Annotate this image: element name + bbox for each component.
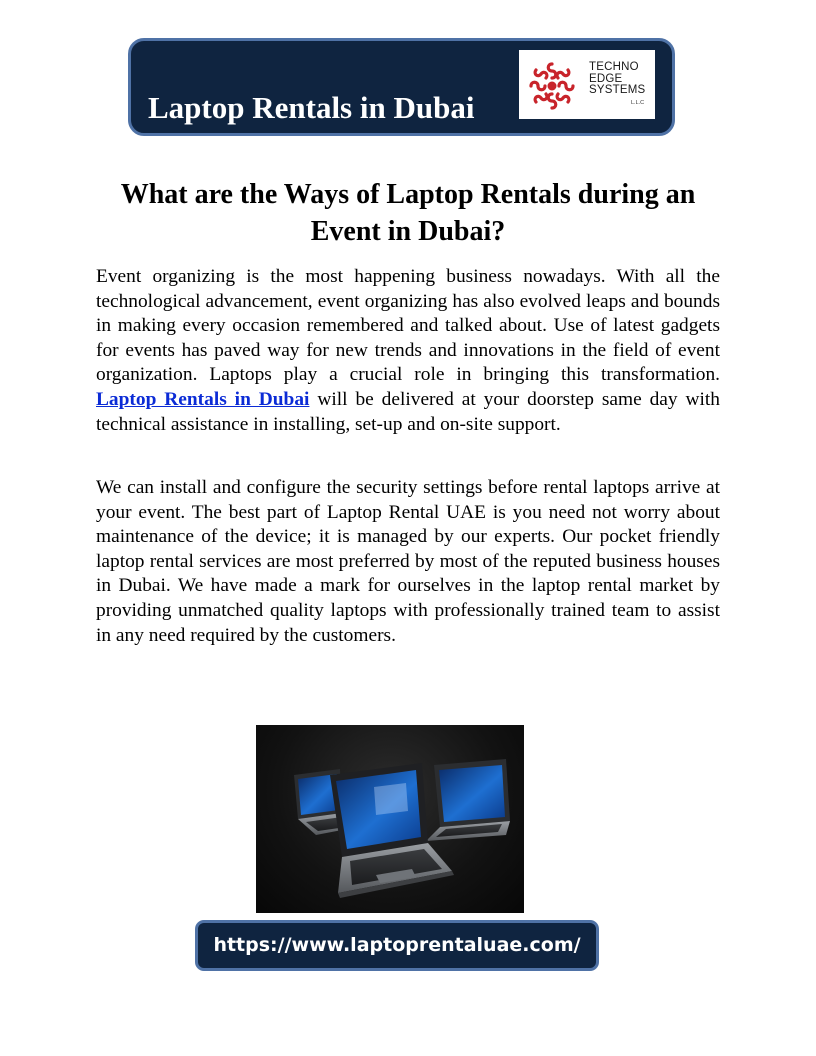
website-url-banner (195, 920, 599, 971)
laptops-photo (256, 725, 524, 913)
logo-suffix: L.L.C (631, 100, 645, 106)
company-logo (519, 50, 655, 119)
website-url-link[interactable]: https://www.laptoprentaluae.com/ (213, 934, 581, 956)
logo-text (589, 62, 645, 97)
article-paragraph-2: We can install and configure the security settings before rental laptops arrive at your event. The best part of Laptop Rental UAE is you need not worry about maintenance of the device; it is managed by our experts. Our pocket friendly laptop rental services are most preferred by most of the reputed business houses in Dubai. We have made a mark for ourselves in the laptop rental market by providing unmatched quality laptops with professionally trained team to assist in any need required by the customers. (96, 477, 720, 646)
paragraph-1-text-start: Event organizing is the most happening business nowadays. With all the technological advancement, event organizing has also evolved leaps and bounds in making every occasion remembered and talked about. Use of latest gadgets for events has paved way for new trends and innovations in the field of event organization. Laptops play a crucial role in bringing this transformation. (96, 266, 720, 386)
red-swirl-logo-icon (525, 58, 579, 114)
logo-line-3: SYSTEMS (589, 84, 646, 96)
laptop-rentals-link[interactable]: Laptop Rentals in Dubai (96, 388, 310, 410)
laptop-center (330, 763, 454, 898)
article-paragraph-1 (96, 265, 720, 437)
laptop-right (426, 759, 510, 841)
paragraph-1-text-end: will be delivered at your doorstep same day with technical assistance in installing, set-up and on-site support. (96, 388, 720, 435)
header-title: Laptop Rentals in Dubai (148, 90, 475, 125)
logo-line-2: EDGE (589, 72, 623, 85)
article-heading: What are the Ways of Laptop Rentals during an Event in Dubai? (120, 179, 696, 247)
laptops-illustration (256, 725, 524, 913)
header-banner (128, 38, 675, 136)
logo-line-1: TECHNO (589, 61, 639, 73)
